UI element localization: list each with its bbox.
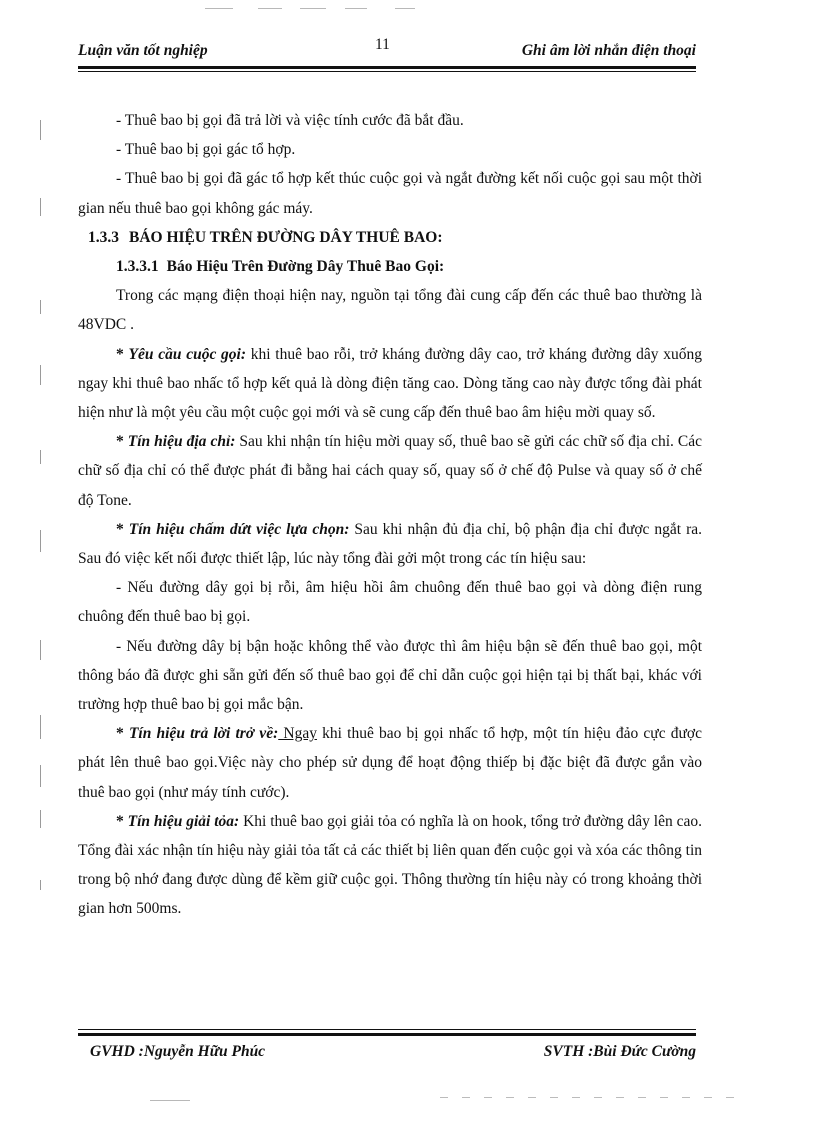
- section-heading: [78, 223, 702, 252]
- scan-artifact-bottom: [150, 1100, 190, 1101]
- scan-artifact-bottom: [440, 1097, 740, 1098]
- signal-text: khi thuê bao rỗi, trở kháng đường dây cao, trở kháng đường dây xuống ngay khi thuê bao nhấc tổ hợp kết quả là dòng điện tăng cao. Dòng tăng cao này được tổng đài phát hiện như là một yêu cầu một cuộc gọi mới và sẽ cung cấp đến thuê bao âm hiệu mời quay số.: [78, 345, 702, 422]
- scan-artifact-top: [300, 8, 326, 9]
- paragraph: - Nếu đường dây gọi bị rỗi, âm hiệu hồi âm chuông đến thuê bao gọi và dòng điện rung chuông đến thuê bao bị gọi.: [78, 579, 702, 626]
- footer-supervisor: GVHD :Nguyễn Hữu Phúc: [90, 1043, 266, 1060]
- subsection-heading: [78, 252, 702, 281]
- subsection-title: Báo Hiệu Trên Đường Dây Thuê Bao Gọi:: [166, 258, 445, 276]
- signal-paragraph: [78, 340, 702, 428]
- page-header: [78, 36, 696, 66]
- footer-student: SVTH :Bùi Đức Cường: [543, 1043, 696, 1060]
- margin-artifact: [40, 300, 41, 314]
- bullet-star: *: [116, 433, 128, 451]
- signal-underlined-word: Ngay: [278, 725, 317, 743]
- scan-artifact-top: [345, 8, 367, 9]
- margin-artifact: [40, 640, 41, 660]
- bullet-star: *: [116, 520, 129, 538]
- header-rule-thin: [78, 71, 696, 72]
- header-chapter-title: Ghi âm lời nhắn điện thoại: [521, 42, 696, 59]
- signal-paragraph: [78, 427, 702, 515]
- signal-paragraph: [78, 515, 702, 573]
- margin-artifact: [40, 198, 41, 216]
- signal-text: Khi thuê bao gọi giải tỏa có nghĩa là on hook, tổng trở đường dây lên cao. Tổng đài xác nhận tín hiệu này giải tỏa tất cả các thiết bị liên quan đến cuộc gọi và xóa các thông tin trong bộ nhớ đang được dùng để kềm giữ cuộc gọi. Thông thường tín hiệu này có trong khoảng thời gian hơn 500ms.: [78, 812, 703, 918]
- paragraph: - Nếu đường dây bị bận hoặc không thể vào được thì âm hiệu bận sẽ đến thuê bao gọi, một thông báo đã được ghi sẵn gửi đến số thuê bao gọi để chỉ dẫn cuộc gọi hiện tại bị thất bại, khác với trường hợp thuê bao bị gọi mắc bận.: [78, 637, 702, 714]
- page-body: [78, 106, 702, 924]
- paragraph: Trong các mạng điện thoại hiện nay, nguồn tại tổng đài cung cấp đến các thuê bao thường là 48VDC .: [78, 287, 702, 334]
- signal-label: Tín hiệu giải tỏa:: [127, 812, 240, 830]
- margin-artifact: [40, 530, 41, 552]
- margin-artifact: [40, 450, 41, 464]
- margin-artifact: [40, 715, 41, 739]
- bullet-star: *: [116, 725, 129, 743]
- page-footer: [78, 1043, 696, 1067]
- signal-paragraph: [78, 807, 702, 924]
- section-number: 1.3.3: [88, 228, 119, 246]
- signal-paragraph: [78, 719, 702, 807]
- signal-label: Tín hiệu địa chỉ:: [127, 433, 236, 451]
- margin-artifact: [40, 810, 41, 828]
- paragraph: - Thuê bao bị gọi gác tổ hợp.: [116, 141, 296, 159]
- header-rule-thick: [78, 66, 696, 69]
- signal-text: khi thuê bao bị gọi nhấc tổ hợp, một tín hiệu đảo cực được phát lên thuê bao gọi.Việc này cho phép sử dụng để hoạt động thiếp bị đặc biệt đã được gắn vào thuê bao gọi (như máy tính cước).: [78, 725, 702, 801]
- footer-rule-thin: [78, 1029, 696, 1030]
- header-thesis-label: Luận văn tốt nghiệp: [78, 42, 208, 59]
- scan-artifact-top: [395, 8, 415, 9]
- scan-artifact-top: [205, 8, 233, 9]
- signal-label: Yêu cầu cuộc gọi:: [128, 345, 247, 363]
- signal-text: Sau khi nhận đủ địa chỉ, bộ phận địa chỉ được ngắt ra. Sau đó việc kết nối được thiết lập, lúc này tổng đài gởi một trong các tín hiệu sau:: [78, 520, 702, 568]
- signal-text: Sau khi nhận tín hiệu mời quay số, thuê bao sẽ gửi các chữ số địa chỉ. Các chữ số địa chỉ có thể được phát đi bằng hai cách quay số, quay số ở chế độ Pulse và quay số ở chế độ Tone.: [78, 433, 703, 509]
- scan-artifact-top: [258, 8, 282, 9]
- footer-rule-thick: [78, 1033, 696, 1036]
- paragraph: - Thuê bao bị gọi đã gác tổ hợp kết thúc cuộc gọi và ngắt đường kết nối cuộc gọi sau một thời gian nếu thuê bao gọi không gác máy.: [78, 170, 702, 217]
- margin-artifact: [40, 120, 41, 140]
- paragraph: - Thuê bao bị gọi đã trả lời và việc tính cước đã bắt đầu.: [116, 112, 464, 129]
- margin-artifact: [40, 765, 41, 787]
- subsection-number: 1.3.3.1: [116, 258, 159, 276]
- page-number: 11: [375, 36, 390, 53]
- signal-label: Tín hiệu chấm dứt việc lựa chọn:: [128, 520, 350, 538]
- bullet-star: *: [116, 812, 128, 830]
- margin-artifact: [40, 365, 41, 385]
- signal-label: Tín hiệu trả lời trở về:: [128, 725, 279, 743]
- bullet-star: *: [116, 345, 129, 363]
- margin-artifact: [40, 880, 41, 890]
- section-title: BÁO HIỆU TRÊN ĐƯỜNG DÂY THUÊ BAO:: [129, 228, 443, 246]
